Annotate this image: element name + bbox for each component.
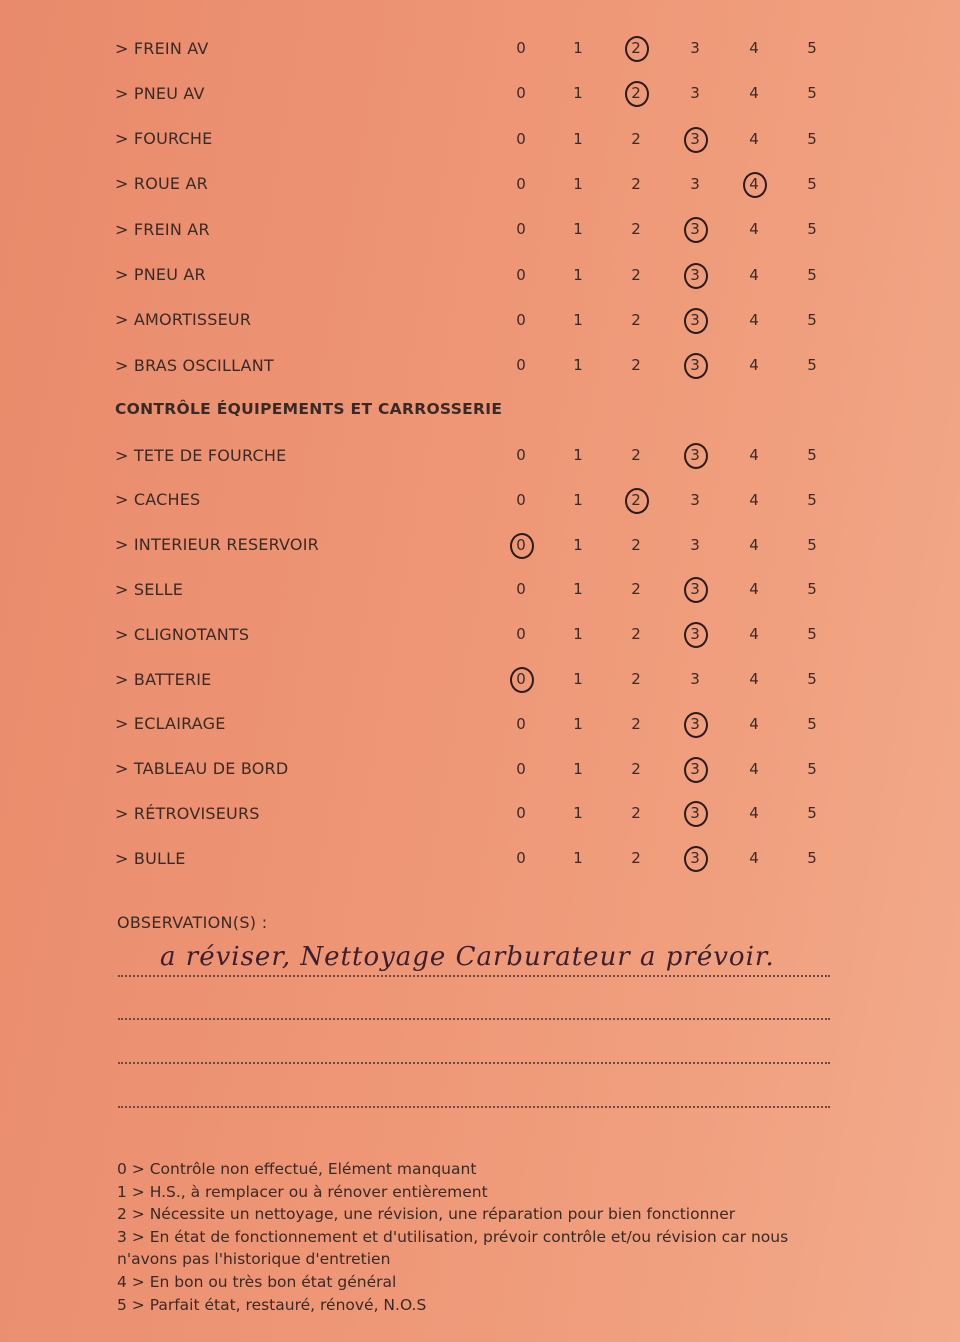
rating-row-label: > PNEU AV bbox=[115, 83, 205, 103]
rating-row bbox=[0, 124, 960, 154]
score-option[interactable]: 4 bbox=[749, 535, 759, 554]
score-option[interactable]: 4 bbox=[749, 129, 759, 148]
score-option-selected[interactable]: 2 bbox=[621, 33, 651, 63]
score-option[interactable]: 4 bbox=[749, 670, 759, 688]
score-option[interactable]: 1 bbox=[573, 490, 583, 509]
score-option[interactable]: 0 bbox=[516, 714, 526, 733]
score-option[interactable]: 4 bbox=[749, 356, 759, 375]
rating-row bbox=[0, 754, 960, 784]
rating-row bbox=[0, 709, 960, 739]
score-option[interactable]: 2 bbox=[631, 670, 641, 688]
score-option-selected[interactable]: 3 bbox=[680, 709, 710, 739]
rating-row bbox=[0, 305, 960, 335]
legend-item: 4 > En bon ou très bon état général bbox=[117, 1272, 397, 1291]
rating-row-label: > FREIN AR bbox=[115, 219, 210, 239]
score-option-selected[interactable]: 3 bbox=[680, 574, 710, 604]
rating-row-label: > RÉTROVISEURS bbox=[115, 803, 260, 823]
score-option[interactable]: 5 bbox=[807, 356, 817, 375]
score-option[interactable]: 3 bbox=[690, 39, 700, 57]
observations-title: OBSERVATION(S) : bbox=[117, 913, 268, 932]
score-option[interactable]: 3 bbox=[690, 84, 700, 103]
score-option[interactable]: 1 bbox=[573, 84, 583, 103]
rating-row-label: > TETE DE FOURCHE bbox=[115, 445, 287, 465]
score-option[interactable]: 0 bbox=[516, 39, 526, 57]
score-option[interactable]: 5 bbox=[807, 310, 817, 329]
score-option[interactable]: 2 bbox=[631, 625, 641, 644]
rating-row-label: > SELLE bbox=[115, 579, 184, 599]
score-option-selected[interactable]: 3 bbox=[680, 440, 710, 470]
section-heading: CONTRÔLE ÉQUIPEMENTS ET CARROSSERIE bbox=[115, 400, 503, 418]
rating-row-label: > CLIGNOTANTS bbox=[115, 624, 250, 644]
score-option[interactable]: 0 bbox=[516, 265, 526, 284]
rating-row-label: > FOURCHE bbox=[115, 129, 213, 149]
score-option[interactable]: 0 bbox=[516, 849, 526, 868]
score-option[interactable]: 2 bbox=[631, 356, 641, 375]
observation-line bbox=[118, 975, 830, 977]
score-option[interactable]: 2 bbox=[631, 804, 641, 823]
score-option[interactable]: 3 bbox=[690, 670, 700, 688]
score-option[interactable]: 5 bbox=[807, 129, 817, 148]
score-option[interactable]: 3 bbox=[690, 535, 700, 554]
score-option[interactable]: 2 bbox=[631, 849, 641, 868]
legend-item: 3 > En état de fonctionnement et d'utilisation, prévoir contrôle et/ou révision car nous bbox=[117, 1227, 789, 1246]
score-option[interactable]: 0 bbox=[516, 804, 526, 823]
rating-row bbox=[0, 260, 960, 290]
score-option[interactable]: 1 bbox=[573, 310, 583, 329]
score-option[interactable]: 5 bbox=[807, 174, 817, 193]
score-option-selected[interactable]: 0 bbox=[506, 664, 536, 694]
rating-row-label: > PNEU AR bbox=[115, 265, 206, 284]
score-option[interactable]: 2 bbox=[631, 220, 641, 239]
rating-row bbox=[0, 530, 960, 560]
score-option[interactable]: 1 bbox=[573, 174, 583, 193]
score-option-selected[interactable]: 3 bbox=[680, 214, 710, 244]
score-option[interactable]: 4 bbox=[749, 39, 759, 57]
rating-legend bbox=[117, 1158, 837, 1316]
score-option[interactable]: 5 bbox=[807, 490, 817, 509]
score-option[interactable]: 4 bbox=[749, 804, 759, 823]
score-option[interactable]: 2 bbox=[631, 174, 641, 193]
rating-row bbox=[0, 440, 960, 470]
observation-line bbox=[118, 1018, 830, 1020]
score-option[interactable]: 0 bbox=[516, 174, 526, 193]
score-option[interactable]: 1 bbox=[573, 129, 583, 148]
score-option[interactable]: 0 bbox=[516, 310, 526, 329]
score-option[interactable]: 2 bbox=[631, 580, 641, 599]
score-option-selected[interactable]: 3 bbox=[680, 754, 710, 784]
rating-row bbox=[0, 485, 960, 515]
score-option[interactable]: 4 bbox=[749, 849, 759, 868]
rating-row bbox=[0, 574, 960, 604]
observation-line bbox=[118, 1106, 830, 1108]
rating-row bbox=[0, 798, 960, 828]
rating-row bbox=[0, 664, 960, 694]
score-option[interactable]: 2 bbox=[631, 129, 641, 148]
rating-row bbox=[0, 214, 960, 244]
score-option[interactable]: 1 bbox=[573, 849, 583, 868]
score-option[interactable]: 1 bbox=[573, 625, 583, 644]
legend-item: 2 > Nécessite un nettoyage, une révision, une réparation pour bien fonctionner bbox=[117, 1205, 736, 1224]
rating-row-label: > FREIN AV bbox=[115, 38, 209, 58]
score-option[interactable]: 5 bbox=[807, 39, 817, 57]
legend-item: 5 > Parfait état, restauré, rénové, N.O.S bbox=[117, 1295, 427, 1314]
score-option[interactable]: 0 bbox=[516, 84, 526, 103]
score-option[interactable]: 4 bbox=[749, 446, 759, 464]
score-option[interactable]: 5 bbox=[807, 804, 817, 823]
score-option[interactable]: 5 bbox=[807, 714, 817, 733]
score-option[interactable]: 2 bbox=[631, 535, 641, 554]
score-option[interactable]: 4 bbox=[749, 580, 759, 599]
score-option[interactable]: 1 bbox=[573, 759, 583, 778]
score-option-selected[interactable]: 2 bbox=[621, 485, 651, 515]
score-option[interactable]: 4 bbox=[749, 490, 759, 509]
rating-row-label: > BULLE bbox=[115, 848, 186, 868]
score-option[interactable]: 4 bbox=[749, 310, 759, 329]
score-option[interactable]: 0 bbox=[516, 490, 526, 509]
score-option[interactable]: 5 bbox=[807, 849, 817, 868]
score-option[interactable]: 4 bbox=[749, 714, 759, 733]
score-option[interactable]: 2 bbox=[631, 759, 641, 778]
score-option[interactable]: 1 bbox=[573, 39, 583, 57]
rating-row-label: > ROUE AR bbox=[115, 174, 208, 194]
score-option-selected[interactable]: 4 bbox=[739, 169, 769, 199]
score-option-selected[interactable]: 3 bbox=[680, 798, 710, 828]
score-option-selected[interactable]: 3 bbox=[680, 350, 710, 380]
rating-row bbox=[0, 843, 960, 873]
legend-item: 0 > Contrôle non effectué, Elément manquant bbox=[117, 1160, 477, 1178]
score-option-selected[interactable]: 2 bbox=[621, 78, 651, 108]
score-option-selected[interactable]: 3 bbox=[680, 843, 710, 873]
observation-line bbox=[118, 1062, 830, 1064]
rating-row-label: > BRAS OSCILLANT bbox=[115, 355, 274, 375]
score-option[interactable]: 1 bbox=[573, 580, 583, 599]
score-option-selected[interactable]: 3 bbox=[680, 305, 710, 335]
legend-item: 1 > H.S., à remplacer ou à rénover entièrement bbox=[117, 1182, 488, 1201]
score-option[interactable]: 3 bbox=[690, 490, 700, 509]
score-option[interactable]: 0 bbox=[516, 129, 526, 148]
score-option[interactable]: 5 bbox=[807, 625, 817, 644]
score-option-selected[interactable]: 3 bbox=[680, 260, 710, 290]
score-option[interactable]: 5 bbox=[807, 265, 817, 284]
score-option[interactable]: 4 bbox=[749, 220, 759, 239]
score-option-selected[interactable]: 3 bbox=[680, 124, 710, 154]
score-option[interactable]: 1 bbox=[573, 804, 583, 823]
rating-row bbox=[0, 78, 960, 108]
score-option[interactable]: 2 bbox=[631, 446, 641, 464]
score-option[interactable]: 5 bbox=[807, 535, 817, 554]
legend-item: n'avons pas l'historique d'entretien bbox=[117, 1250, 391, 1269]
score-option[interactable]: 1 bbox=[573, 535, 583, 554]
score-option[interactable]: 0 bbox=[516, 625, 526, 644]
score-option[interactable]: 2 bbox=[631, 265, 641, 284]
score-option[interactable]: 0 bbox=[516, 759, 526, 778]
rating-row-label: > ECLAIRAGE bbox=[115, 714, 226, 734]
rating-row-label: > AMORTISSEUR bbox=[115, 310, 252, 330]
score-option[interactable]: 1 bbox=[573, 670, 583, 688]
score-option[interactable]: 1 bbox=[573, 714, 583, 733]
score-option[interactable]: 5 bbox=[807, 84, 817, 103]
score-option-selected[interactable]: 3 bbox=[680, 619, 710, 649]
score-option[interactable]: 3 bbox=[690, 174, 700, 193]
score-option[interactable]: 0 bbox=[516, 220, 526, 239]
score-option-selected[interactable]: 0 bbox=[506, 530, 536, 560]
score-option[interactable]: 5 bbox=[807, 759, 817, 778]
score-option[interactable]: 1 bbox=[573, 356, 583, 375]
rating-row bbox=[0, 619, 960, 649]
rating-row-label: > CACHES bbox=[115, 490, 201, 510]
score-option[interactable]: 1 bbox=[573, 220, 583, 239]
rating-row-label: > INTERIEUR RESERVOIR bbox=[115, 535, 319, 555]
rating-row bbox=[0, 33, 960, 63]
score-option[interactable]: 4 bbox=[749, 84, 759, 103]
score-option[interactable]: 2 bbox=[631, 714, 641, 733]
score-option[interactable]: 5 bbox=[807, 446, 817, 464]
score-option[interactable]: 4 bbox=[749, 265, 759, 284]
rating-row bbox=[0, 350, 960, 380]
score-option[interactable]: 5 bbox=[807, 670, 817, 688]
score-option[interactable]: 5 bbox=[807, 220, 817, 239]
score-option[interactable]: 0 bbox=[516, 446, 526, 464]
score-option[interactable]: 1 bbox=[573, 446, 583, 464]
score-option[interactable]: 5 bbox=[807, 580, 817, 599]
score-option[interactable]: 4 bbox=[749, 625, 759, 644]
score-option[interactable]: 0 bbox=[516, 356, 526, 375]
score-option[interactable]: 4 bbox=[749, 759, 759, 778]
rating-row-label: > TABLEAU DE BORD bbox=[115, 759, 289, 779]
rating-row bbox=[0, 169, 960, 199]
score-option[interactable]: 1 bbox=[573, 265, 583, 284]
score-option[interactable]: 2 bbox=[631, 310, 641, 329]
score-option[interactable]: 0 bbox=[516, 580, 526, 599]
observations-handwritten-note: a réviser, Nettoyage Carburateur a prévoir. bbox=[160, 942, 775, 972]
rating-row-label: > BATTERIE bbox=[115, 669, 212, 689]
